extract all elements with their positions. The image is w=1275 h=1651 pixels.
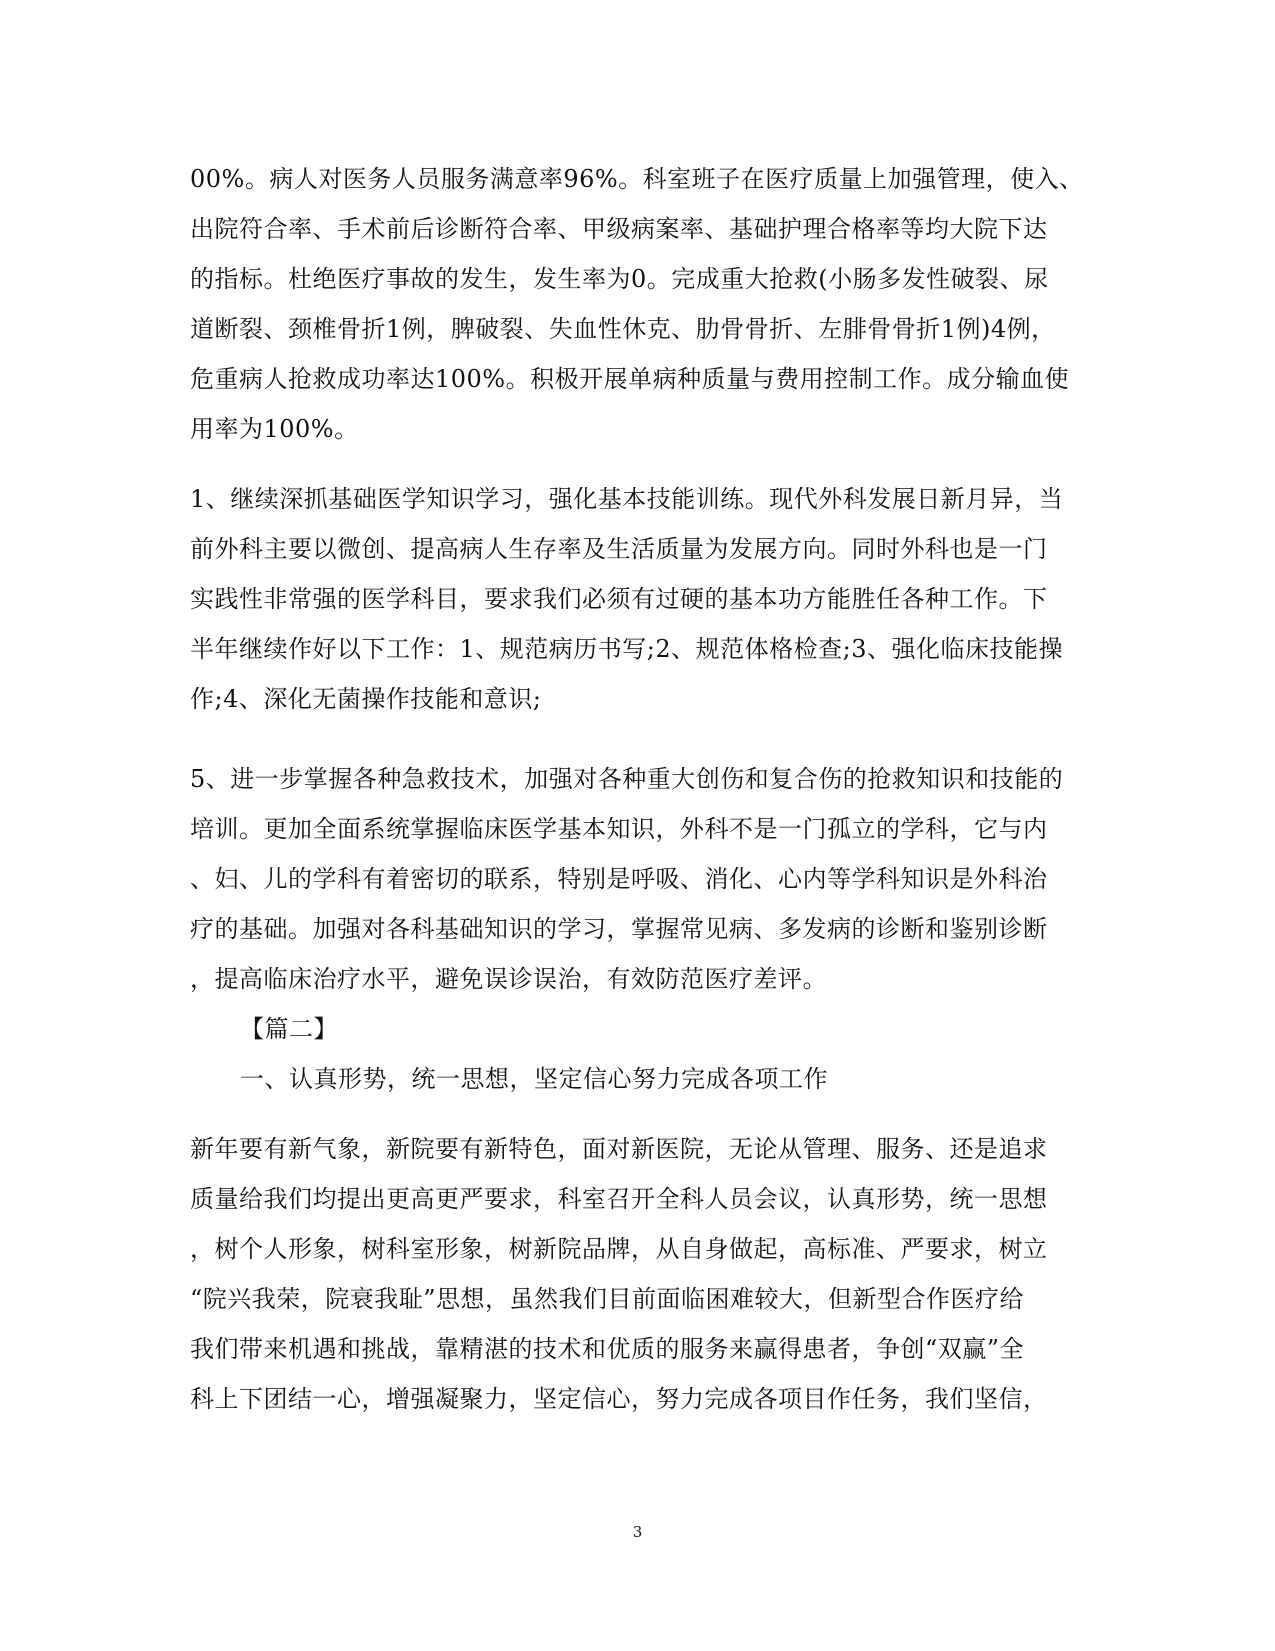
text-line: ，树个人形象，树科室形象，树新院品牌，从自身做起，高标准、严要求，树立 <box>190 1235 1048 1263</box>
text-line: 00%。病人对医务人员服务满意率96%。科室班子在医疗质量上加强管理，使入、 <box>190 165 1084 193</box>
text-line: 作;4、深化无菌操作技能和意识; <box>190 685 542 713</box>
text-line: 、妇、儿的学科有着密切的联系，特别是呼吸、消化、心内等学科知识是外科治 <box>190 865 1048 893</box>
text-line: 疗的基础。加强对各科基础知识的学习，掌握常见病、多发病的诊断和鉴别诊断 <box>190 915 1048 943</box>
text-line: 实践性非常强的医学科目，要求我们必须有过硬的基本功方能胜任各种工作。下 <box>190 585 1048 613</box>
text-line: 新年要有新气象，新院要有新特色，面对新医院，无论从管理、服务、还是追求 <box>190 1135 1048 1163</box>
text-line: ，提高临床治疗水平，避免误诊误治，有效防范医疗差评。 <box>190 965 827 993</box>
text-line: 半年继续作好以下工作：1、规范病历书写;2、规范体格检查;3、强化临床技能操 <box>190 635 1063 663</box>
text-line: 道断裂、颈椎骨折1例，脾破裂、失血性休克、肋骨骨折、左腓骨骨折1例)4例， <box>190 315 1056 343</box>
text-line: 质量给我们均提出更高更严要求，科室召开全科人员会议，认真形势，统一思想 <box>190 1185 1048 1213</box>
text-line: 用率为100%。 <box>190 415 359 443</box>
text-line: 科上下团结一心，增强凝聚力，坚定信心，努力完成各项目作任务，我们坚信， <box>190 1385 1048 1413</box>
text-line: 的指标。杜绝医疗事故的发生，发生率为0。完成重大抢救(小肠多发性破裂、尿 <box>190 265 1049 293</box>
text-line: 1、继续深抓基础医学知识学习，强化基本技能训练。现代外科发展日新月异，当 <box>190 485 1064 513</box>
text-line: 前外科主要以微创、提高病人生存率及生活质量为发展方向。同时外科也是一门 <box>190 535 1048 563</box>
text-line: “院兴我荣，院衰我耻”思想，虽然我们目前面临困难较大，但新型合作医疗给 <box>190 1285 1025 1313</box>
text-line: 我们带来机遇和挑战，靠精湛的技术和优质的服务来赢得患者，争创“双赢”全 <box>190 1335 1025 1363</box>
paragraph-1 <box>190 154 1090 454</box>
subheading: 一、认真形势，统一思想，坚定信心努力完成各项工作 <box>240 1065 828 1093</box>
text-line: 出院符合率、手术前后诊断符合率、甲级病案率、基础护理合格率等均大院下达 <box>190 215 1048 243</box>
section-heading: 【篇二】 <box>240 1015 338 1043</box>
text-line: 5、进一步掌握各种急救技术，加强对各种重大创伤和复合伤的抢救知识和技能的 <box>190 765 1064 793</box>
paragraph-3 <box>190 754 1090 1104</box>
page-number: 3 <box>632 1523 643 1541</box>
paragraph-4 <box>190 1124 1090 1424</box>
text-line: 危重病人抢救成功率达100%。积极开展单病种质量与费用控制工作。成分输血使 <box>190 365 1070 393</box>
paragraph-2 <box>190 474 1090 724</box>
text-line: 培训。更加全面系统掌握临床医学基本知识，外科不是一门孤立的学科，它与内 <box>190 815 1048 843</box>
